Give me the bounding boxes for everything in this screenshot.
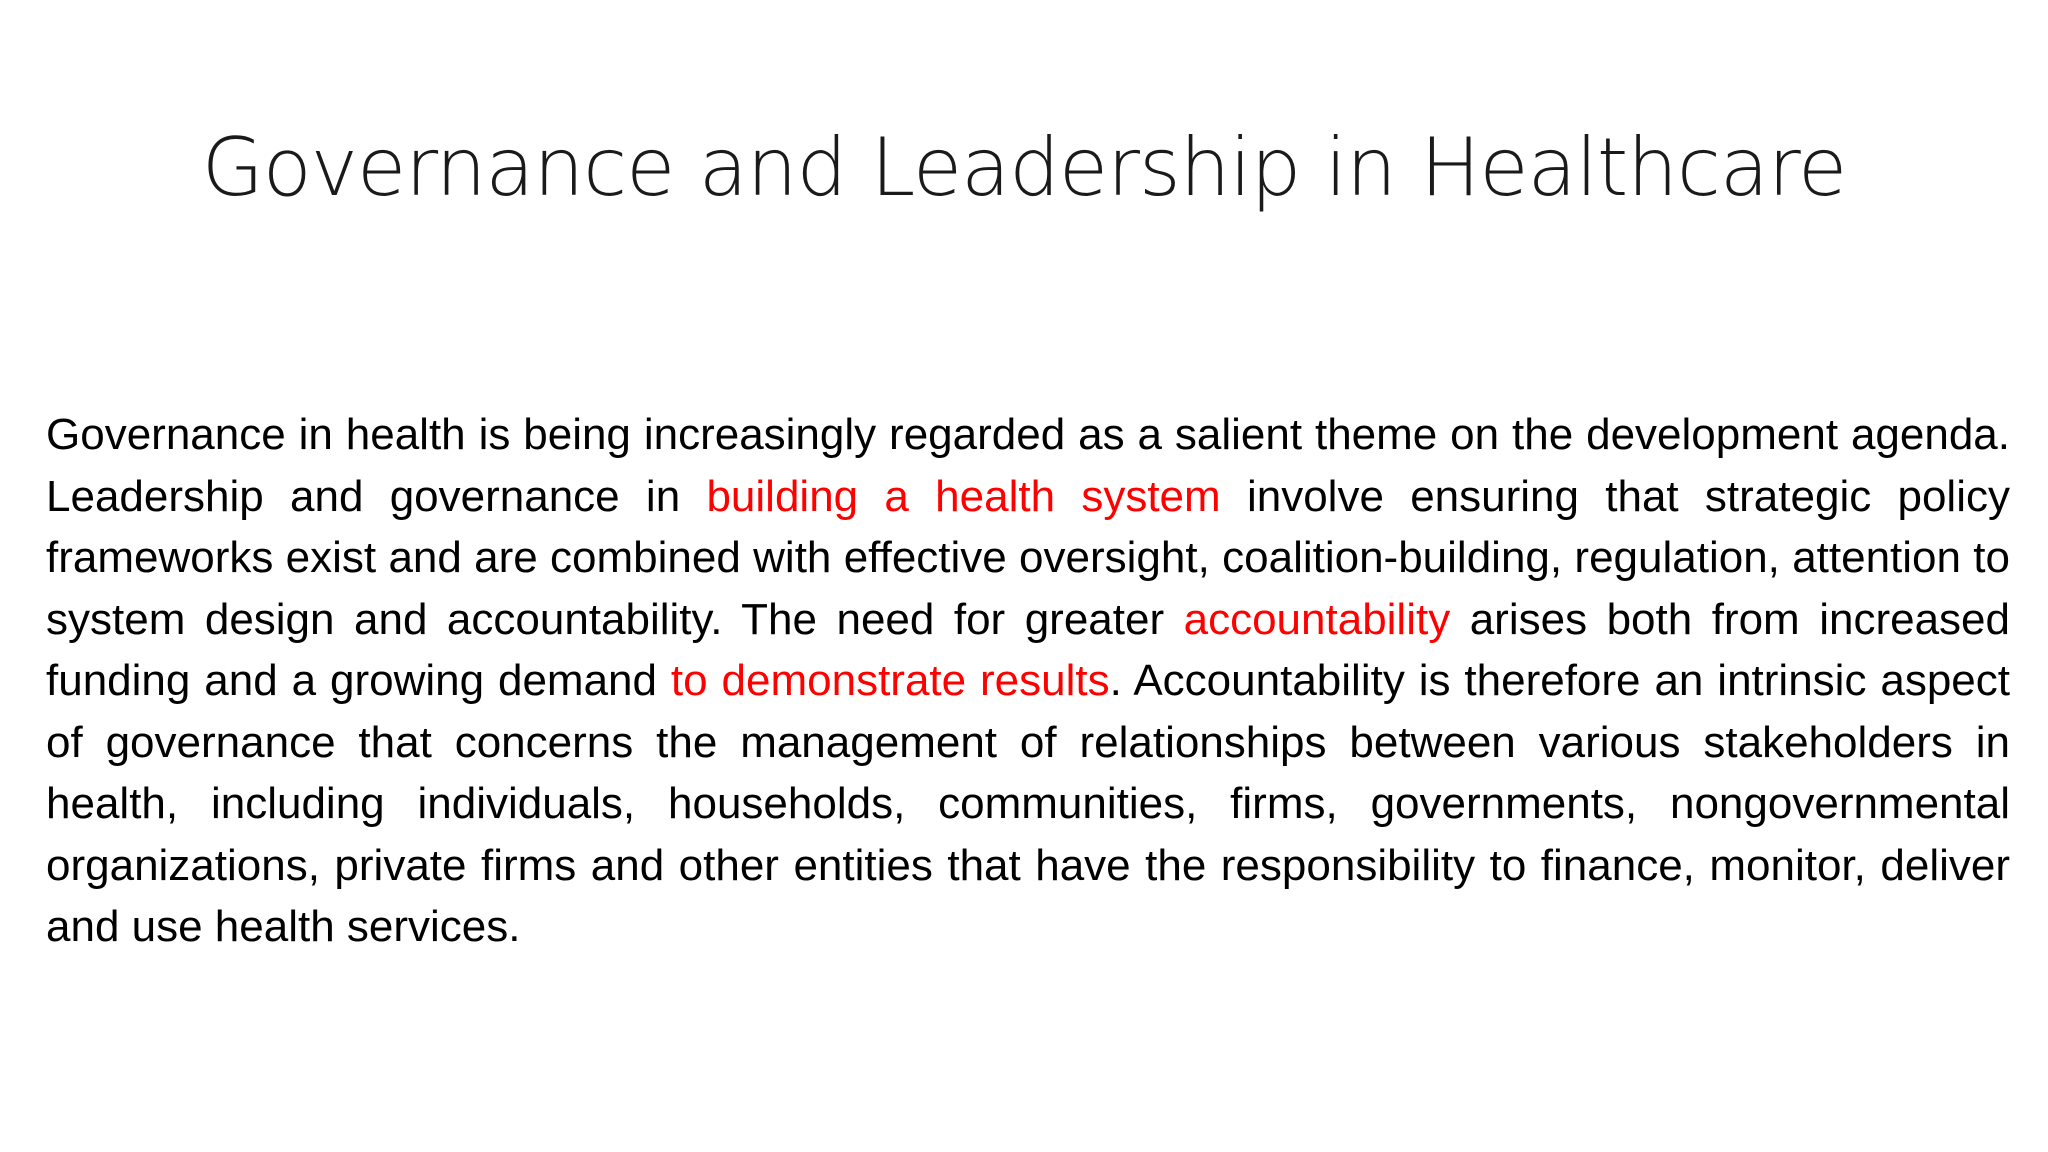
slide-title: Governance and Leadership in Healthcare [201, 121, 1847, 214]
highlight-accountability: accountability [1183, 594, 1451, 644]
body-text-segment-4: . Accountability is therefore an intrinsic aspect of governance that concerns the management of relationships between various stakeholders in health, including individuals, households, communities, firms, governments, nongovernmental organizations, private firms and other entities that have the responsibility to finance, monitor, deliver and use health services. [46, 656, 2010, 951]
highlight-building-a-health-system: building a health system [706, 471, 1221, 521]
highlight-to-demonstrate-results: to demonstrate results [670, 656, 1110, 705]
slide-body-paragraph [46, 404, 2010, 958]
body-text-segment-3: arises both from increased funding and a growing demand [46, 594, 2010, 705]
body-text-segment-1: Governance in health is being increasingly regarded as a salient theme on the development agenda. Leadership and governance in [46, 410, 2010, 521]
body-text-segment-2: involve ensuring that strategic policy frameworks exist and are combined with effective oversight, coalition-building, regulation, attention to system design and accountability. The need for greater [46, 471, 2010, 644]
